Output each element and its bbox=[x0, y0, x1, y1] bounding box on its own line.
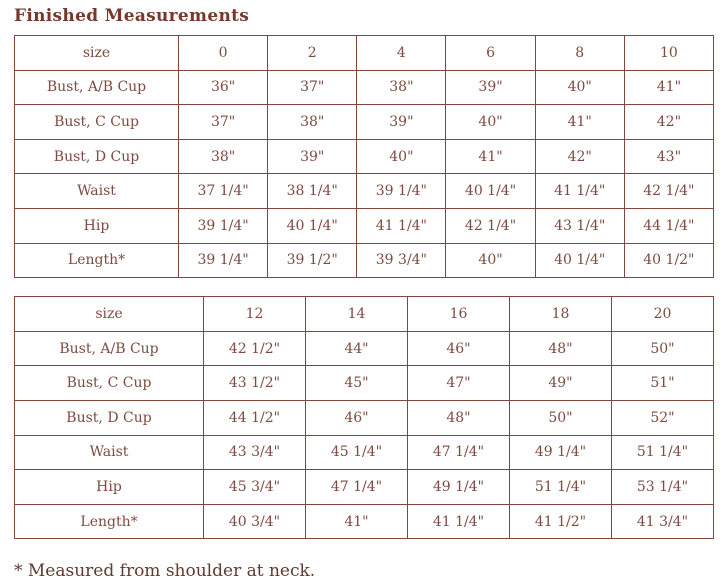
size-header-cell: 8 bbox=[535, 36, 624, 71]
measurement-row-label: Waist bbox=[15, 174, 179, 209]
measurement-value: 38" bbox=[268, 105, 357, 140]
measurement-value: 40" bbox=[446, 105, 535, 140]
measurement-value: 37 1/4" bbox=[179, 174, 268, 209]
measurement-value: 38 1/4" bbox=[268, 174, 357, 209]
measurement-value: 40 1/4" bbox=[446, 174, 535, 209]
measurement-value: 42 1/4" bbox=[624, 174, 713, 209]
measurement-value: 49 1/4" bbox=[408, 470, 510, 505]
measurement-row bbox=[15, 400, 714, 435]
measurement-value: 41 1/4" bbox=[357, 208, 446, 243]
measurement-row bbox=[15, 435, 714, 470]
measurement-row-label: Bust, A/B Cup bbox=[15, 70, 179, 105]
measurement-row-label: Bust, D Cup bbox=[15, 400, 204, 435]
measurement-value: 41 1/2" bbox=[510, 504, 612, 539]
measurement-value: 50" bbox=[510, 400, 612, 435]
measurement-value: 40 1/4" bbox=[535, 243, 624, 278]
measurement-value: 41" bbox=[624, 70, 713, 105]
measurement-value: 46" bbox=[408, 331, 510, 366]
measurement-value: 39 1/4" bbox=[179, 243, 268, 278]
measurement-row-label: Length* bbox=[15, 504, 204, 539]
measurement-value: 42" bbox=[535, 139, 624, 174]
measurement-row bbox=[15, 139, 714, 174]
measurement-row bbox=[15, 174, 714, 209]
measurement-value: 47" bbox=[408, 366, 510, 401]
measurement-value: 36" bbox=[179, 70, 268, 105]
measurement-value: 44" bbox=[306, 331, 408, 366]
measurement-value: 44 1/4" bbox=[624, 208, 713, 243]
measurement-row-label: Bust, D Cup bbox=[15, 139, 179, 174]
measurement-value: 43" bbox=[624, 139, 713, 174]
measurement-value: 47 1/4" bbox=[306, 470, 408, 505]
measurement-value: 40" bbox=[446, 243, 535, 278]
size-header-cell: 14 bbox=[306, 297, 408, 332]
measurement-value: 38" bbox=[179, 139, 268, 174]
measurement-value: 43 3/4" bbox=[204, 435, 306, 470]
size-header-cell: 18 bbox=[510, 297, 612, 332]
measurement-value: 50" bbox=[612, 331, 714, 366]
measurement-value: 41 1/4" bbox=[408, 504, 510, 539]
measurement-value: 45" bbox=[306, 366, 408, 401]
measurement-value: 49" bbox=[510, 366, 612, 401]
measurement-value: 40 3/4" bbox=[204, 504, 306, 539]
measurement-value: 48" bbox=[510, 331, 612, 366]
measurement-value: 40" bbox=[357, 139, 446, 174]
header-row bbox=[15, 36, 714, 71]
measurement-value: 41" bbox=[535, 105, 624, 140]
size-header-cell: 12 bbox=[204, 297, 306, 332]
measurement-value: 43 1/4" bbox=[535, 208, 624, 243]
measurement-value: 52" bbox=[612, 400, 714, 435]
measurement-value: 42 1/4" bbox=[446, 208, 535, 243]
measurement-value: 39 3/4" bbox=[357, 243, 446, 278]
measurement-row-label: Hip bbox=[15, 470, 204, 505]
measurement-row-label: Waist bbox=[15, 435, 204, 470]
size-column-header: size bbox=[15, 36, 179, 71]
measurement-value: 41 3/4" bbox=[612, 504, 714, 539]
measurement-value: 37" bbox=[179, 105, 268, 140]
size-header-cell: 2 bbox=[268, 36, 357, 71]
measurement-value: 51" bbox=[612, 366, 714, 401]
size-header-cell: 0 bbox=[179, 36, 268, 71]
measurement-value: 49 1/4" bbox=[510, 435, 612, 470]
measurement-value: 42 1/2" bbox=[204, 331, 306, 366]
measurement-row-label: Length* bbox=[15, 243, 179, 278]
measurement-value: 42" bbox=[624, 105, 713, 140]
measurement-value: 40 1/2" bbox=[624, 243, 713, 278]
footnote: * Measured from shoulder at neck. bbox=[14, 561, 316, 582]
measurement-value: 46" bbox=[306, 400, 408, 435]
measurement-row-label: Bust, C Cup bbox=[15, 105, 179, 140]
size-header-cell: 20 bbox=[612, 297, 714, 332]
measurement-value: 38" bbox=[357, 70, 446, 105]
measurement-value: 39" bbox=[446, 70, 535, 105]
measurement-value: 53 1/4" bbox=[612, 470, 714, 505]
measurement-value: 51 1/4" bbox=[612, 435, 714, 470]
measurement-value: 47 1/4" bbox=[408, 435, 510, 470]
measurement-value: 39" bbox=[357, 105, 446, 140]
measurement-value: 40 1/4" bbox=[268, 208, 357, 243]
measurements-table-sizes-12-20 bbox=[14, 296, 714, 539]
measurement-value: 39 1/4" bbox=[357, 174, 446, 209]
header-row bbox=[15, 297, 714, 332]
size-header-cell: 4 bbox=[357, 36, 446, 71]
measurement-value: 41" bbox=[306, 504, 408, 539]
measurement-row-label: Bust, C Cup bbox=[15, 366, 204, 401]
measurements-table-sizes-0-10 bbox=[14, 35, 714, 278]
measurement-row bbox=[15, 470, 714, 505]
measurement-value: 37" bbox=[268, 70, 357, 105]
size-column-header: size bbox=[15, 297, 204, 332]
measurement-value: 45 3/4" bbox=[204, 470, 306, 505]
measurement-value: 43 1/2" bbox=[204, 366, 306, 401]
measurement-value: 40" bbox=[535, 70, 624, 105]
measurement-row bbox=[15, 208, 714, 243]
measurement-row bbox=[15, 366, 714, 401]
measurement-row bbox=[15, 243, 714, 278]
measurement-value: 45 1/4" bbox=[306, 435, 408, 470]
measurement-row-label: Bust, A/B Cup bbox=[15, 331, 204, 366]
size-header-cell: 16 bbox=[408, 297, 510, 332]
measurement-row bbox=[15, 105, 714, 140]
size-header-cell: 10 bbox=[624, 36, 713, 71]
measurement-row bbox=[15, 504, 714, 539]
measurement-value: 51 1/4" bbox=[510, 470, 612, 505]
measurement-value: 39 1/4" bbox=[179, 208, 268, 243]
measurement-value: 44 1/2" bbox=[204, 400, 306, 435]
measurement-value: 41" bbox=[446, 139, 535, 174]
measurement-value: 48" bbox=[408, 400, 510, 435]
measurement-row-label: Hip bbox=[15, 208, 179, 243]
size-header-cell: 6 bbox=[446, 36, 535, 71]
page-title: Finished Measurements bbox=[14, 6, 250, 26]
measurement-value: 41 1/4" bbox=[535, 174, 624, 209]
measurement-row bbox=[15, 331, 714, 366]
measurement-value: 39" bbox=[268, 139, 357, 174]
measurement-row bbox=[15, 70, 714, 105]
measurement-value: 39 1/2" bbox=[268, 243, 357, 278]
